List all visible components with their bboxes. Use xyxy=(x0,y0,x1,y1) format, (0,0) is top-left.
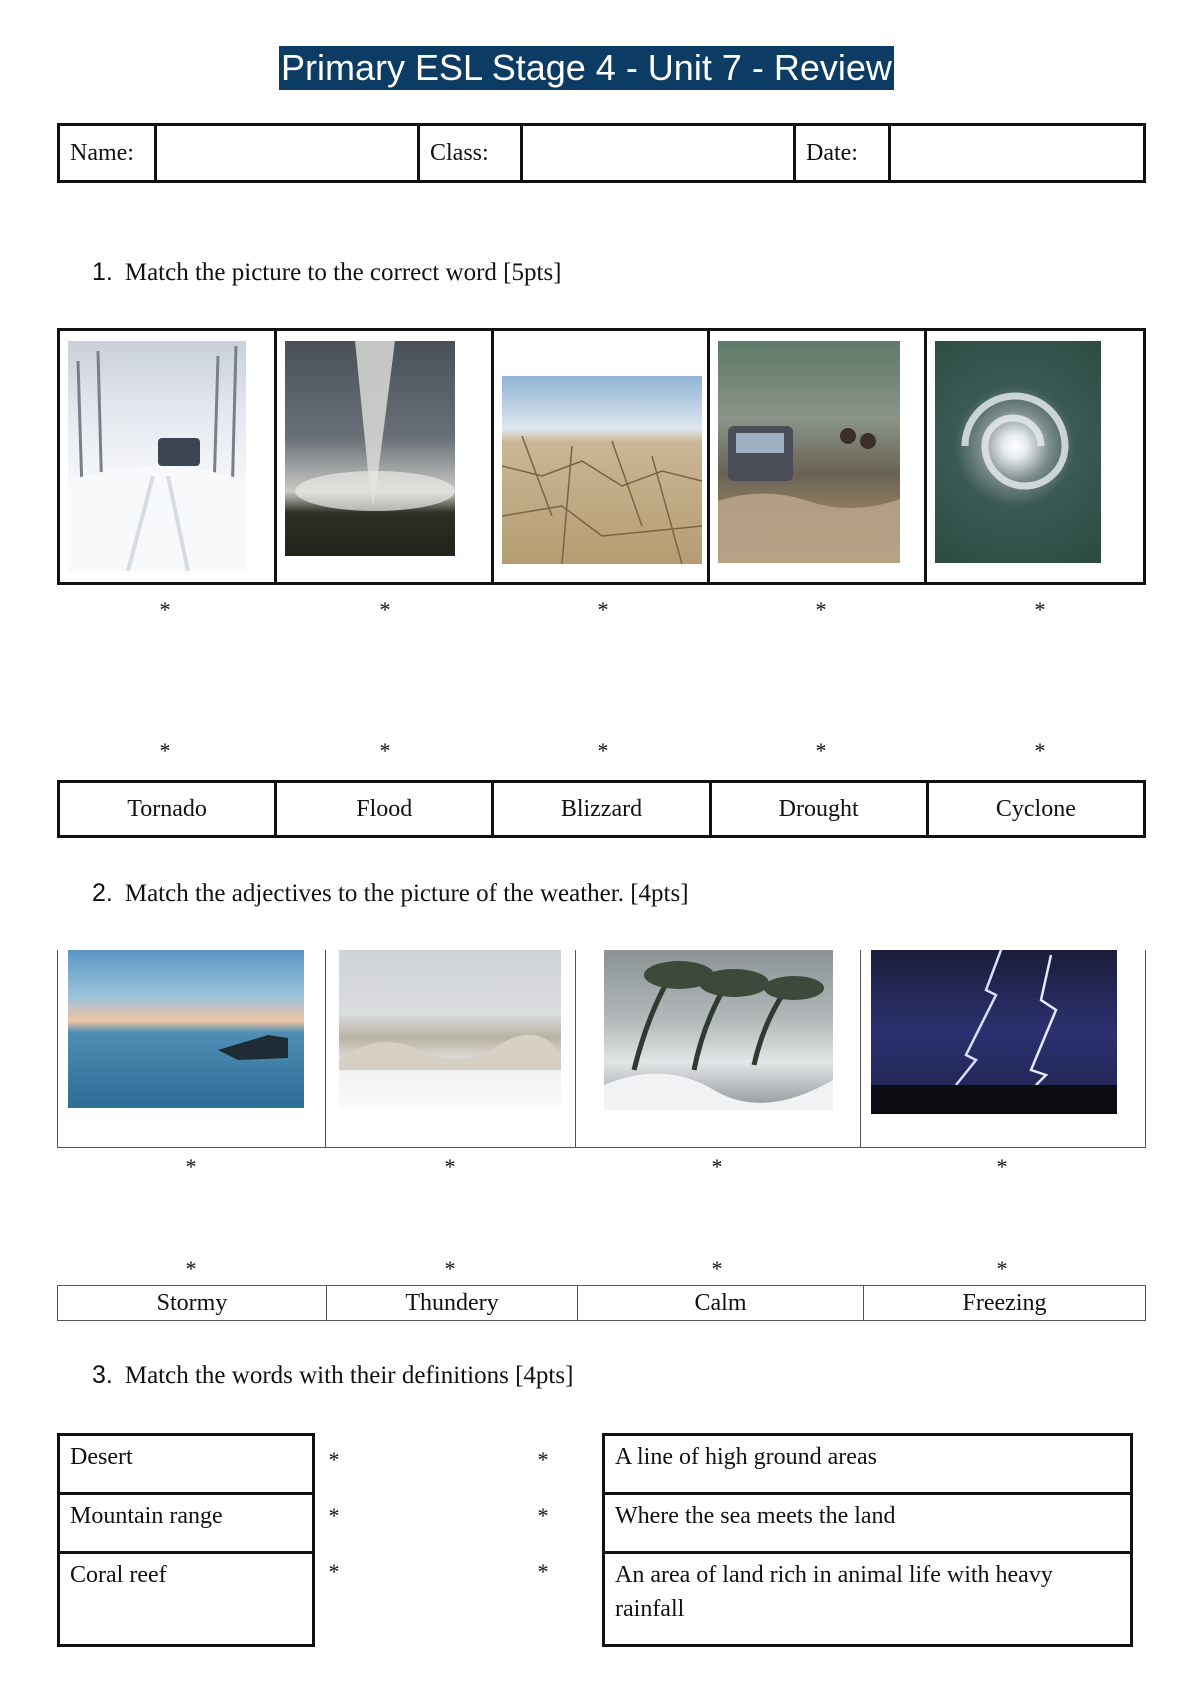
q1-picture-cell xyxy=(277,331,494,582)
definition-cell: Where the sea meets the land xyxy=(604,1494,1132,1553)
q1-picture-row xyxy=(57,328,1146,585)
flood-photo xyxy=(718,341,900,563)
q1-picture-cell xyxy=(494,331,711,582)
name-field[interactable] xyxy=(156,125,419,182)
match-dot[interactable]: * xyxy=(379,738,391,763)
thundery-photo xyxy=(871,950,1117,1114)
match-dot[interactable]: * xyxy=(537,1559,549,1584)
match-dot[interactable]: * xyxy=(444,1256,456,1281)
question-2-text: Match the adjectives to the picture of the weather. [4pts] xyxy=(124,880,689,907)
match-dot[interactable]: * xyxy=(996,1256,1008,1281)
match-dot[interactable]: * xyxy=(328,1447,340,1472)
blizzard-photo xyxy=(68,341,246,571)
match-dot[interactable]: * xyxy=(815,738,827,763)
question-1-number: 1. xyxy=(92,258,113,286)
match-dot[interactable]: * xyxy=(537,1503,549,1528)
match-dot[interactable]: * xyxy=(328,1503,340,1528)
date-label: Date: xyxy=(795,125,890,182)
q3-words-table xyxy=(57,1433,315,1647)
match-dot[interactable]: * xyxy=(185,1154,197,1179)
match-dot[interactable]: * xyxy=(711,1256,723,1281)
word-cell: Cyclone xyxy=(927,782,1144,837)
q1-picture-cell xyxy=(60,331,277,582)
word-cell: Stormy xyxy=(58,1286,327,1321)
question-3-text: Match the words with their definitions [4pts] xyxy=(124,1362,574,1389)
q2-picture-cell xyxy=(326,950,576,1147)
word-cell: Freezing xyxy=(864,1286,1146,1321)
match-dot[interactable]: * xyxy=(328,1559,340,1584)
question-3-number: 3. xyxy=(92,1361,113,1389)
q2-picture-cell xyxy=(861,950,1145,1147)
question-2-heading xyxy=(92,879,689,908)
student-info-table xyxy=(57,123,1146,183)
word-cell: Desert xyxy=(59,1435,314,1494)
q2-word-table xyxy=(57,1285,1146,1321)
name-label: Name: xyxy=(59,125,156,182)
freezing-photo xyxy=(339,950,561,1109)
question-1-text: Match the picture to the correct word [5pts] xyxy=(124,259,562,286)
q3-definitions-table xyxy=(602,1433,1133,1647)
match-dot[interactable]: * xyxy=(597,738,609,763)
match-dot[interactable]: * xyxy=(159,738,171,763)
class-label: Class: xyxy=(419,125,522,182)
q1-picture-cell xyxy=(927,331,1143,582)
stormy-photo xyxy=(604,950,833,1110)
q2-picture-row xyxy=(57,950,1146,1148)
word-cell: Coral reef xyxy=(59,1553,314,1646)
match-dot[interactable]: * xyxy=(185,1256,197,1281)
word-cell: Calm xyxy=(578,1286,864,1321)
question-2-number: 2. xyxy=(92,879,113,907)
calm-photo xyxy=(68,950,304,1108)
cyclone-photo xyxy=(935,341,1101,563)
drought-photo xyxy=(502,376,702,564)
match-dot[interactable]: * xyxy=(1034,597,1046,622)
match-dot[interactable]: * xyxy=(379,597,391,622)
match-dot[interactable]: * xyxy=(711,1154,723,1179)
match-dot[interactable]: * xyxy=(597,597,609,622)
word-cell: Tornado xyxy=(59,782,276,837)
match-dot[interactable]: * xyxy=(159,597,171,622)
definition-cell: A line of high ground areas xyxy=(604,1435,1132,1494)
question-3-heading xyxy=(92,1361,573,1390)
word-cell: Flood xyxy=(276,782,493,837)
q2-picture-cell xyxy=(576,950,861,1147)
definition-cell: An area of land rich in animal life with heavy rainfall xyxy=(604,1553,1132,1646)
match-dot[interactable]: * xyxy=(996,1154,1008,1179)
date-field[interactable] xyxy=(890,125,1145,182)
word-cell: Drought xyxy=(710,782,927,837)
match-dot[interactable]: * xyxy=(537,1447,549,1472)
match-dot[interactable]: * xyxy=(815,597,827,622)
q1-picture-cell xyxy=(710,331,927,582)
page-title: Primary ESL Stage 4 - Unit 7 - Review xyxy=(281,47,892,88)
match-dot[interactable]: * xyxy=(444,1154,456,1179)
match-dot[interactable]: * xyxy=(1034,738,1046,763)
question-1-heading xyxy=(92,258,562,287)
word-cell: Thundery xyxy=(327,1286,578,1321)
tornado-photo xyxy=(285,341,455,556)
q1-word-table xyxy=(57,780,1146,838)
word-cell: Mountain range xyxy=(59,1494,314,1553)
class-field[interactable] xyxy=(522,125,795,182)
word-cell: Blizzard xyxy=(493,782,710,837)
q2-picture-cell xyxy=(58,950,326,1147)
